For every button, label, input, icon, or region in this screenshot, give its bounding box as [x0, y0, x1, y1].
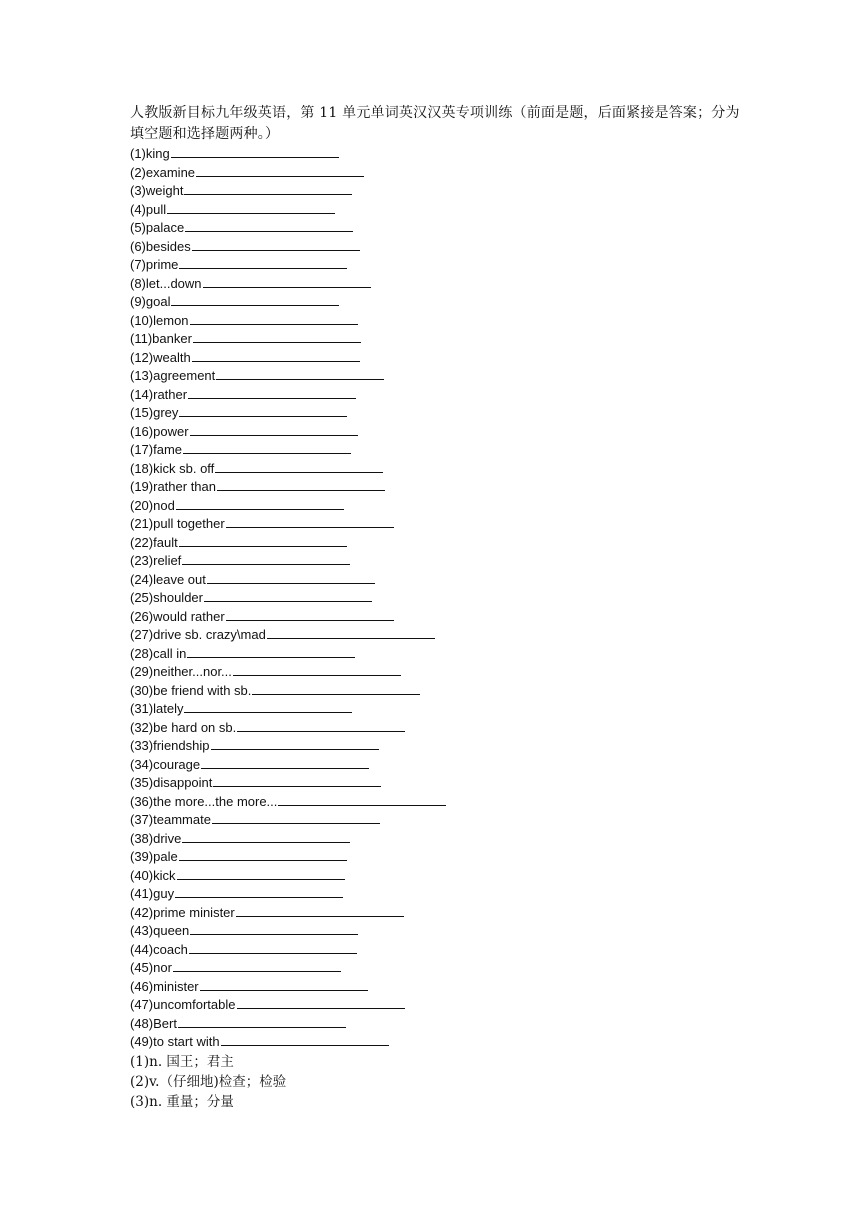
- question-text: (17)fame: [130, 442, 183, 457]
- answer-blank[interactable]: [173, 959, 341, 972]
- answer-item: (3)n. 重量；分量: [130, 1093, 234, 1110]
- answer-blank[interactable]: [179, 534, 347, 547]
- question-item: [130, 737, 740, 756]
- answer-blank[interactable]: [167, 201, 335, 214]
- question-item: [130, 626, 740, 645]
- question-item: [130, 774, 740, 793]
- question-text: (39)pale: [130, 849, 178, 864]
- question-item: [130, 164, 740, 183]
- question-text: (6)besides: [130, 238, 191, 254]
- answer-blank[interactable]: [182, 552, 350, 565]
- answer-blank[interactable]: [226, 515, 394, 528]
- answer-blank[interactable]: [278, 793, 446, 806]
- question-item: [130, 515, 740, 534]
- question-text: (8)let...down: [130, 275, 202, 291]
- question-item: [130, 756, 740, 775]
- answer-blank[interactable]: [216, 367, 384, 380]
- answer-blank[interactable]: [184, 700, 352, 713]
- answer-blank[interactable]: [187, 645, 355, 658]
- question-item: [130, 830, 740, 849]
- answer-blank[interactable]: [190, 423, 358, 436]
- answer-blank[interactable]: [171, 145, 339, 158]
- question-text: (14)rather: [130, 386, 188, 402]
- question-text: (3)weight: [130, 183, 184, 198]
- question-item: [130, 811, 740, 830]
- question-text: (25)shoulder: [130, 590, 203, 605]
- question-text: (47)uncomfortable: [130, 997, 236, 1012]
- question-item: [130, 1015, 740, 1034]
- question-item: [130, 996, 740, 1015]
- answer-blank[interactable]: [204, 589, 372, 602]
- answer-blank[interactable]: [196, 164, 364, 177]
- document-content: [130, 103, 740, 1112]
- question-item: [130, 367, 740, 386]
- question-item: [130, 275, 740, 294]
- question-item: [130, 145, 740, 164]
- answer-blank[interactable]: [237, 719, 405, 732]
- question-text: (48)Bert: [130, 1015, 177, 1031]
- question-text: (30)be friend with sb.: [130, 682, 252, 698]
- question-item: [130, 941, 740, 960]
- question-item: [130, 293, 740, 312]
- answer-blank[interactable]: [178, 1015, 346, 1028]
- question-item: [130, 386, 740, 405]
- answer-blank[interactable]: [177, 867, 345, 880]
- question-item: [130, 978, 740, 997]
- question-text: (44)coach: [130, 941, 188, 957]
- question-text: (7)prime: [130, 257, 179, 272]
- question-text: (23)relief: [130, 553, 182, 568]
- question-text: (31)lately: [130, 701, 184, 716]
- answer-blank[interactable]: [217, 478, 385, 491]
- question-text: (45)nor: [130, 960, 172, 975]
- answer-blank[interactable]: [237, 996, 405, 1009]
- question-item: [130, 867, 740, 886]
- question-item: [130, 719, 740, 738]
- answer-blank[interactable]: [190, 922, 358, 935]
- answer-blank[interactable]: [184, 182, 352, 195]
- answer-blank[interactable]: [185, 219, 353, 232]
- question-item: [130, 349, 740, 368]
- answer-blank[interactable]: [176, 497, 344, 510]
- question-text: (32)be hard on sb.: [130, 719, 237, 735]
- question-item: [130, 885, 740, 904]
- question-text: (4)pull: [130, 201, 167, 217]
- document-title: 人教版新目标九年级英语，第 11 单元单词英汉汉英专项训练（前面是题，后面紧接是答案；分为填空题和选择题两种。）: [130, 105, 740, 142]
- question-text: (21)pull together: [130, 516, 225, 531]
- answer-blank[interactable]: [188, 386, 356, 399]
- answer-blank[interactable]: [203, 275, 371, 288]
- answer-blank[interactable]: [192, 238, 360, 251]
- answer-blank[interactable]: [221, 1033, 389, 1046]
- question-item: [130, 238, 740, 257]
- answer-item: (2)v.（仔细地)检查；检验: [130, 1073, 287, 1090]
- question-text: (38)drive: [130, 830, 182, 846]
- question-text: (36)the more...the more...: [130, 793, 278, 809]
- question-item: [130, 201, 740, 220]
- question-text: (22)fault: [130, 534, 178, 550]
- question-list: [130, 145, 740, 1052]
- question-item: [130, 848, 740, 867]
- answer-blank[interactable]: [212, 811, 380, 824]
- question-item: [130, 904, 740, 923]
- question-text: (35)disappoint: [130, 775, 213, 790]
- answer-blank[interactable]: [179, 256, 347, 269]
- answer-list: [130, 1052, 740, 1112]
- answer-blank[interactable]: [175, 885, 343, 898]
- answer-blank[interactable]: [252, 682, 420, 695]
- question-text: (12)wealth: [130, 349, 191, 365]
- question-text: (26)would rather: [130, 608, 225, 624]
- answer-blank[interactable]: [182, 830, 350, 843]
- question-item: [130, 663, 740, 682]
- question-text: (24)leave out: [130, 571, 206, 587]
- question-text: (34)courage: [130, 756, 201, 772]
- question-item: [130, 478, 740, 497]
- question-text: (49)to start with: [130, 1034, 220, 1049]
- question-item: [130, 552, 740, 571]
- question-text: (29)neither...nor...: [130, 664, 232, 679]
- question-text: (5)palace: [130, 220, 185, 235]
- question-text: (16)power: [130, 423, 189, 439]
- answer-blank[interactable]: [183, 441, 351, 454]
- question-item: [130, 423, 740, 442]
- answer-blank[interactable]: [226, 608, 394, 621]
- answer-blank[interactable]: [207, 571, 375, 584]
- question-text: (20)nod: [130, 497, 175, 513]
- question-item: [130, 959, 740, 978]
- question-item: [130, 608, 740, 627]
- answer-blank[interactable]: [189, 941, 357, 954]
- question-item: [130, 312, 740, 331]
- question-text: (11)banker: [130, 331, 192, 346]
- answer-blank[interactable]: [179, 404, 347, 417]
- question-item: [130, 645, 740, 664]
- question-text: (43)queen: [130, 923, 190, 938]
- question-text: (28)call in: [130, 645, 187, 661]
- answer-blank[interactable]: [200, 978, 368, 991]
- question-text: (37)teammate: [130, 812, 211, 827]
- question-item: [130, 330, 740, 349]
- answer-blank[interactable]: [215, 460, 383, 473]
- answer-blank[interactable]: [211, 737, 379, 750]
- question-item: [130, 793, 740, 812]
- question-text: (41)guy: [130, 886, 175, 901]
- question-text: (18)kick sb. off: [130, 460, 215, 476]
- question-text: (9)goal: [130, 294, 171, 309]
- answer-blank[interactable]: [201, 756, 369, 769]
- question-item: [130, 700, 740, 719]
- answer-blank[interactable]: [236, 904, 404, 917]
- answer-blank[interactable]: [267, 626, 435, 639]
- question-item: [130, 256, 740, 275]
- answer-blank[interactable]: [190, 312, 358, 325]
- question-text: (13)agreement: [130, 368, 216, 383]
- question-text: (19)rather than: [130, 479, 216, 494]
- question-text: (33)friendship: [130, 738, 210, 753]
- question-item: [130, 1033, 740, 1052]
- question-text: (15)grey: [130, 405, 179, 420]
- question-item: [130, 404, 740, 423]
- question-text: (27)drive sb. crazy\mad: [130, 627, 266, 642]
- question-item: [130, 922, 740, 941]
- answer-item: (1)n. 国王；君主: [130, 1053, 234, 1070]
- question-item: [130, 219, 740, 238]
- question-item: [130, 497, 740, 516]
- question-item: [130, 534, 740, 553]
- answer-blank[interactable]: [179, 848, 347, 861]
- question-text: (40)kick: [130, 867, 176, 883]
- question-text: (1)king: [130, 146, 170, 161]
- question-text: (10)lemon: [130, 312, 189, 328]
- question-item: [130, 441, 740, 460]
- question-item: [130, 182, 740, 201]
- question-text: (46)minister: [130, 978, 199, 994]
- answer-blank[interactable]: [213, 774, 381, 787]
- question-item: [130, 682, 740, 701]
- question-item: [130, 460, 740, 479]
- question-item: [130, 571, 740, 590]
- question-text: (42)prime minister: [130, 904, 235, 920]
- question-item: [130, 589, 740, 608]
- answer-blank[interactable]: [233, 663, 401, 676]
- answer-blank[interactable]: [171, 293, 339, 306]
- answer-blank[interactable]: [193, 330, 361, 343]
- question-text: (2)examine: [130, 164, 196, 180]
- answer-blank[interactable]: [192, 349, 360, 362]
